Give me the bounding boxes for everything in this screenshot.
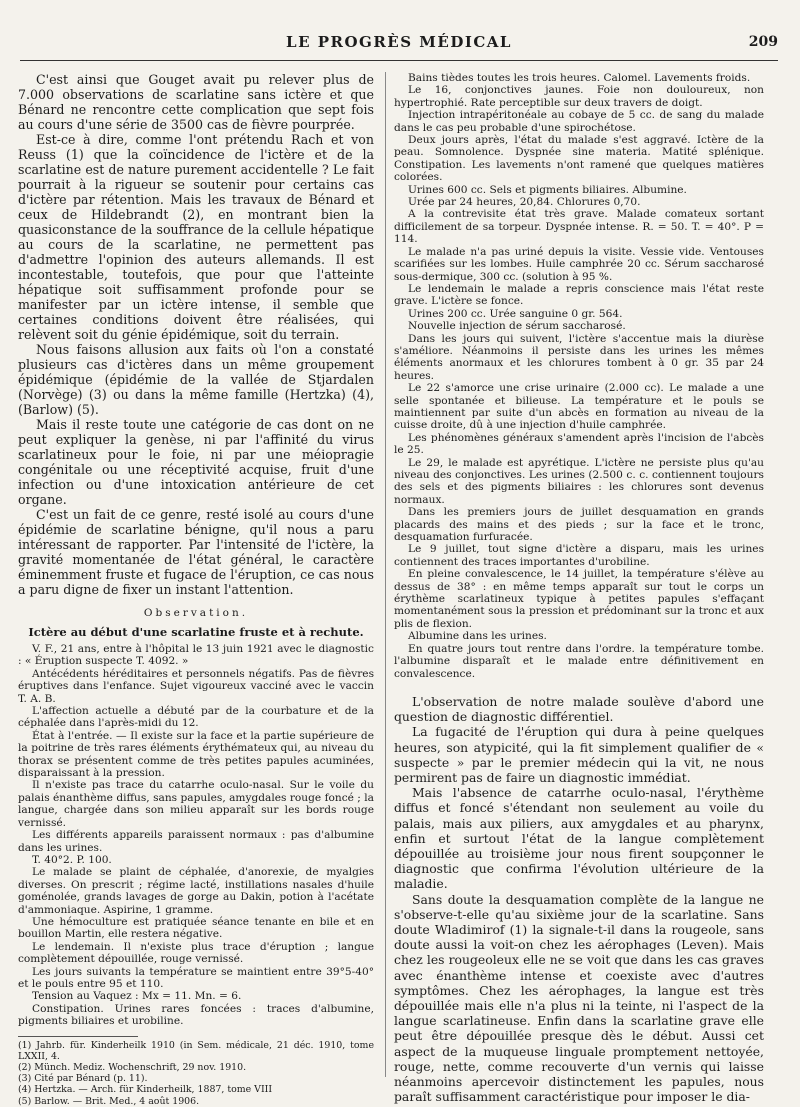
paragraph: Le 22 s'amorce une crise urinaire (2.000 cc). Le malade a une selle spontanée et bilieuse. La température et le pouls se maintiennent par suite d'un abcès en formation au niveau de la cuisse droite, dû à une injection d'huile camphrée. (394, 382, 764, 432)
paragraph: A la contrevisite état très grave. Malade comateux sortant difficilement de sa torpeur. Dyspnée intense. R. = 50. T. = 40°. P = 114. (394, 208, 764, 246)
paragraph: Constipation. Urines rares foncées : traces d'albumine, pigments biliaires et urobiline. (18, 1002, 374, 1028)
footnote: (5) Barlow. — Brit. Med., 4 août 1906. (18, 1095, 200, 1107)
journal-title: LE PROGRÈS MÉDICAL (286, 33, 512, 51)
paragraph: C'est un fait de ce genre, resté isolé au cours d'une épidémie de scarlatine bénigne, qu'il nous a paru intéressant de rapporter. Par l'intensité de l'ictère, la gravité momentanée de l'état général, le caractère éminemment fruste et fugace de l'éruption, ce cas nous a paru digne de fixer un instant l'attention. (18, 507, 374, 597)
page-header (20, 33, 778, 55)
paragraph: T. 40°2. P. 100. (32, 853, 112, 866)
paragraph: En pleine convalescence, le 14 juillet, la température s'élève au dessus de 38° : en même temps apparaît sur tout le corps un érythème scarlatineux typique à petites papules s'effaçant momentanément sous la pression et prédominant sur la tronc et aux plis de flexion. (394, 568, 764, 630)
observation-continued (394, 72, 764, 680)
paragraph: Injection intrapéritonéale au cobaye de 5 cc. de sang du malade dans le cas peu probable d'une spirochétose. (394, 109, 764, 134)
right-column (394, 72, 764, 1104)
paragraph: L'affection actuelle a débuté par de la courbature et de la céphalée dans l'après-midi du 12. (18, 705, 374, 730)
footnote: (1) Jahrb. für. Kinderheilk 1910 (in Sem. médicale, 21 déc. 1910, tome LXXII, 4. (18, 1039, 374, 1062)
paragraph: Les phénomènes généraux s'amendent après l'incision de l'abcès le 25. (394, 431, 764, 457)
paragraph: Mais l'absence de catarrhe oculo-nasal, l'érythème diffus et foncé s'étendant non seulement au voile du palais, mais aux piliers, aux amygdales et au pharynx, enfin et surtout l'état de la langue complètement dépouillée au troisième jour nous firent soupçonner le diagnostic que confirma l'évolution ultérieure de la maladie. (394, 785, 764, 892)
paragraph: Antécédents héréditaires et personnels négatifs. Pas de fièvres éruptives dans l'enfance. Sujet vigoureux vacciné avec le vaccin T. A. B. (18, 667, 374, 705)
paragraph: Nous faisons allusion aux faits où l'on a constaté plusieurs cas d'ictères dans un même groupement épidémique (épidémie de la vallée de Stjardalen (Norvège) (3) ou dans la même famille (Hertzka) (4), (Barlow) (5). (18, 342, 374, 417)
paragraph: Le lendemain. Il n'existe plus trace d'éruption ; langue complètement dépouillée, rouge vernissé. (18, 940, 374, 966)
paragraph: Albumine dans les urines. (408, 630, 547, 643)
paragraph: Dans les jours qui suivent, l'ictère s'accentue mais la diurèse s'améliore. Néanmoins il persiste dans les urines les mêmes éléments anormaux et les chlorures tombent à 0 gr. 35 par 24 heures. (394, 332, 764, 382)
paragraph: Le malade se plaint de céphalée, d'anorexie, de myalgies diverses. On prescrit ; régime lacté, instillations nasales d'huile goménolée, grands lavages de gorge au Dakin, potion à l'acétate d'ammoniaque. Aspirine, 1 gramme. (18, 866, 374, 916)
paragraph: Urée par 24 heures, 20,84. Chlorures 0,70. (408, 196, 641, 209)
footnote: (3) Cité par Bénard (p. 11). (18, 1073, 148, 1085)
observation-heading: Observation. (143, 607, 249, 619)
paragraph: Le malade n'a pas uriné depuis la visite. Vessie vide. Ventouses scarifiées sur les lombes. Huile camphrée 20 cc. Sérum saccharosé sous-dermique, 300 cc. (solution à 95 %. (394, 245, 764, 283)
intro-text (18, 72, 374, 597)
footnote: (2) Münch. Mediz. Wochenschrift, 29 nov. 1910. (18, 1062, 247, 1073)
paragraph: Une hémoculture est pratiquée séance tenante en bile et en bouillon Martin, elle restera négative. (18, 915, 374, 941)
paragraph: Bains tièdes toutes les trois heures. Calomel. Lavements froids. (408, 72, 751, 84)
paragraph: Sans doute la desquamation complète de la langue ne s'observe-t-elle qu'au sixième jour de la scarlatine. Sans doute Wladimirof (1) la signale-t-il dans la rougeole, sans doute aussi la voit-on chez les aérophages (Leven). Mais chez les rougeoleux elle ne se voit que dans les cas graves avec énanthème intense et coexiste avec d'autres symptômes. Chez les aérophages, la langue est très dépouillée mais elle n'a plus ni la teinte, ni l'aspect de la langue scarlatineuse. Enfin dans la scarlatine grave elle peut être dépouillée presque dès le début. Aussi cet aspect de la muqueuse linguale promptement nettoyée, rouge, nette, comme recouverte d'un vernis qui laisse néanmoins apercevoir distinctement les papules, nous paraît suffisamment caractéristique pour imposer le dia- (394, 891, 764, 1105)
paragraph: Le 29, le malade est apyrétique. L'ictère ne persiste plus qu'au niveau des conjonctives. Les urines (2.500 c. c. contiennent toujours des sels et des pigments biliaires : les chlorures sont devenus normaux. (394, 456, 764, 506)
observation-title: Ictère au début d'une scarlatine fruste et à rechute. (28, 625, 364, 639)
paragraph: Tension au Vaquez : Mx = 11. Mn. = 6. (32, 990, 242, 1003)
footnotes (18, 1040, 374, 1107)
paragraph: Deux jours après, l'état du malade s'est aggravé. Ictère de la peau. Somnolence. Dyspnée sine materia. Matité splénique. Constipation. Les lavements n'ont ramené que quelques matières colorées. (394, 134, 764, 184)
paragraph: Il n'existe pas trace du catarrhe oculo-nasal. Sur le voile du palais énanthème diffus, sans papules, amygdales rouge foncé ; la langue, chargée dans son milieu apparaît sur les bords rouge vernissé. (18, 779, 374, 829)
paragraph: V. F., 21 ans, entre à l'hôpital le 13 juin 1921 avec le diagnostic : « Éruption suspecte T. 4092. » (18, 643, 374, 668)
paragraph: Dans les premiers jours de juillet desquamation en grands placards des mains et des pieds ; sur la face et le tronc, desquamation furfuracée. (394, 506, 764, 544)
paragraph: La fugacité de l'éruption qui dura à peine quelques heures, son atypicité, qui la fit simplement qualifier de « suspecte » par le premier médecin qui la vit, ne nous permirent pas de faire un diagnostic immédiat. (394, 724, 764, 785)
paragraph: Le 9 juillet, tout signe d'ictère a disparu, mais les urines contiennent des traces importantes d'urobiline. (394, 543, 764, 568)
paragraph: Mais il reste toute une catégorie de cas dont on ne peut expliquer la genèse, ni par l'affinité du virus scarlatineux pour le foie, ni par une méiopragie congénitale ou une réceptivité acquise, fruit d'une infection ou d'une intoxication antérieure de cet organe. (18, 417, 374, 507)
paragraph: Urines 600 cc. Sels et pigments biliaires. Albumine. (408, 183, 687, 196)
footnote: (4) Hertzka. — Arch. für Kinderheilk, 1887, tome VIII (18, 1084, 273, 1096)
paragraph: Les jours suivants la température se maintient entre 39°5-40° et le pouls entre 95 et 110. (18, 965, 374, 990)
paragraph: En quatre jours tout rentre dans l'ordre. la température tombe. l'albumine disparaît et le malade entre définitivement en convalescence. (394, 642, 764, 680)
observation-text (18, 643, 374, 1028)
page-number: 209 (748, 34, 778, 50)
header-rule (20, 60, 778, 61)
paragraph: Nouvelle injection de sérum saccharosé. (408, 320, 626, 333)
paragraph: Est-ce à dire, comme l'ont prétendu Rach et von Reuss (1) que la coïncidence de l'ictère et de la scarlatine est de nature purement accidentelle ? Le fait pourrait à la rigueur se soutenir pour certains cas d'ictère par rétention. Mais les travaux de Bénard et ceux de Hildebrandt (2), en montrant bien la quasiconstance de la souffrance de la cellule hépatique au cours de la scarlatine, ne permettent pas d'admettre l'opinion des auteurs allemands. Il est incontestable, toutefois, que pour que l'atteinte hépatique soit suffisamment profonde pour se manifester par un ictère intense, il semble que certaines conditions doivent être réalisées, qui relèvent soit du génie épidémique, soit du terrain. (18, 132, 374, 342)
discussion-text (394, 694, 764, 1104)
paragraph: L'observation de notre malade soulève d'abord une question de diagnostic différentiel. (394, 693, 764, 725)
column-divider (385, 72, 386, 1077)
left-column (18, 72, 374, 1107)
paragraph: C'est ainsi que Gouget avait pu relever plus de 7.000 observations de scarlatine sans ictère et que Bénard ne rencontre cette complication que sept fois au cours d'une série de 3500 cas de fièvre pourprée. (18, 72, 374, 132)
paragraph: Le lendemain le malade a repris conscience mais l'état reste grave. L'ictère se fonce. (394, 282, 764, 308)
paragraph: Les différents appareils paraissent normaux : pas d'albumine dans les urines. (18, 829, 374, 854)
paragraph: État à l'entrée. — Il existe sur la face et la partie supérieure de la poitrine de très rares éléments érythémateux qui, au niveau du thorax se présentent comme de très petites papules acuminées, disparaissant à la pression. (18, 729, 374, 780)
paragraph: Le 16, conjonctives jaunes. Foie non douloureux, non hypertrophié. Rate perceptible sur deux travers de doigt. (394, 84, 764, 109)
paragraph: Urines 200 cc. Urée sanguine 0 gr. 564. (408, 307, 623, 320)
